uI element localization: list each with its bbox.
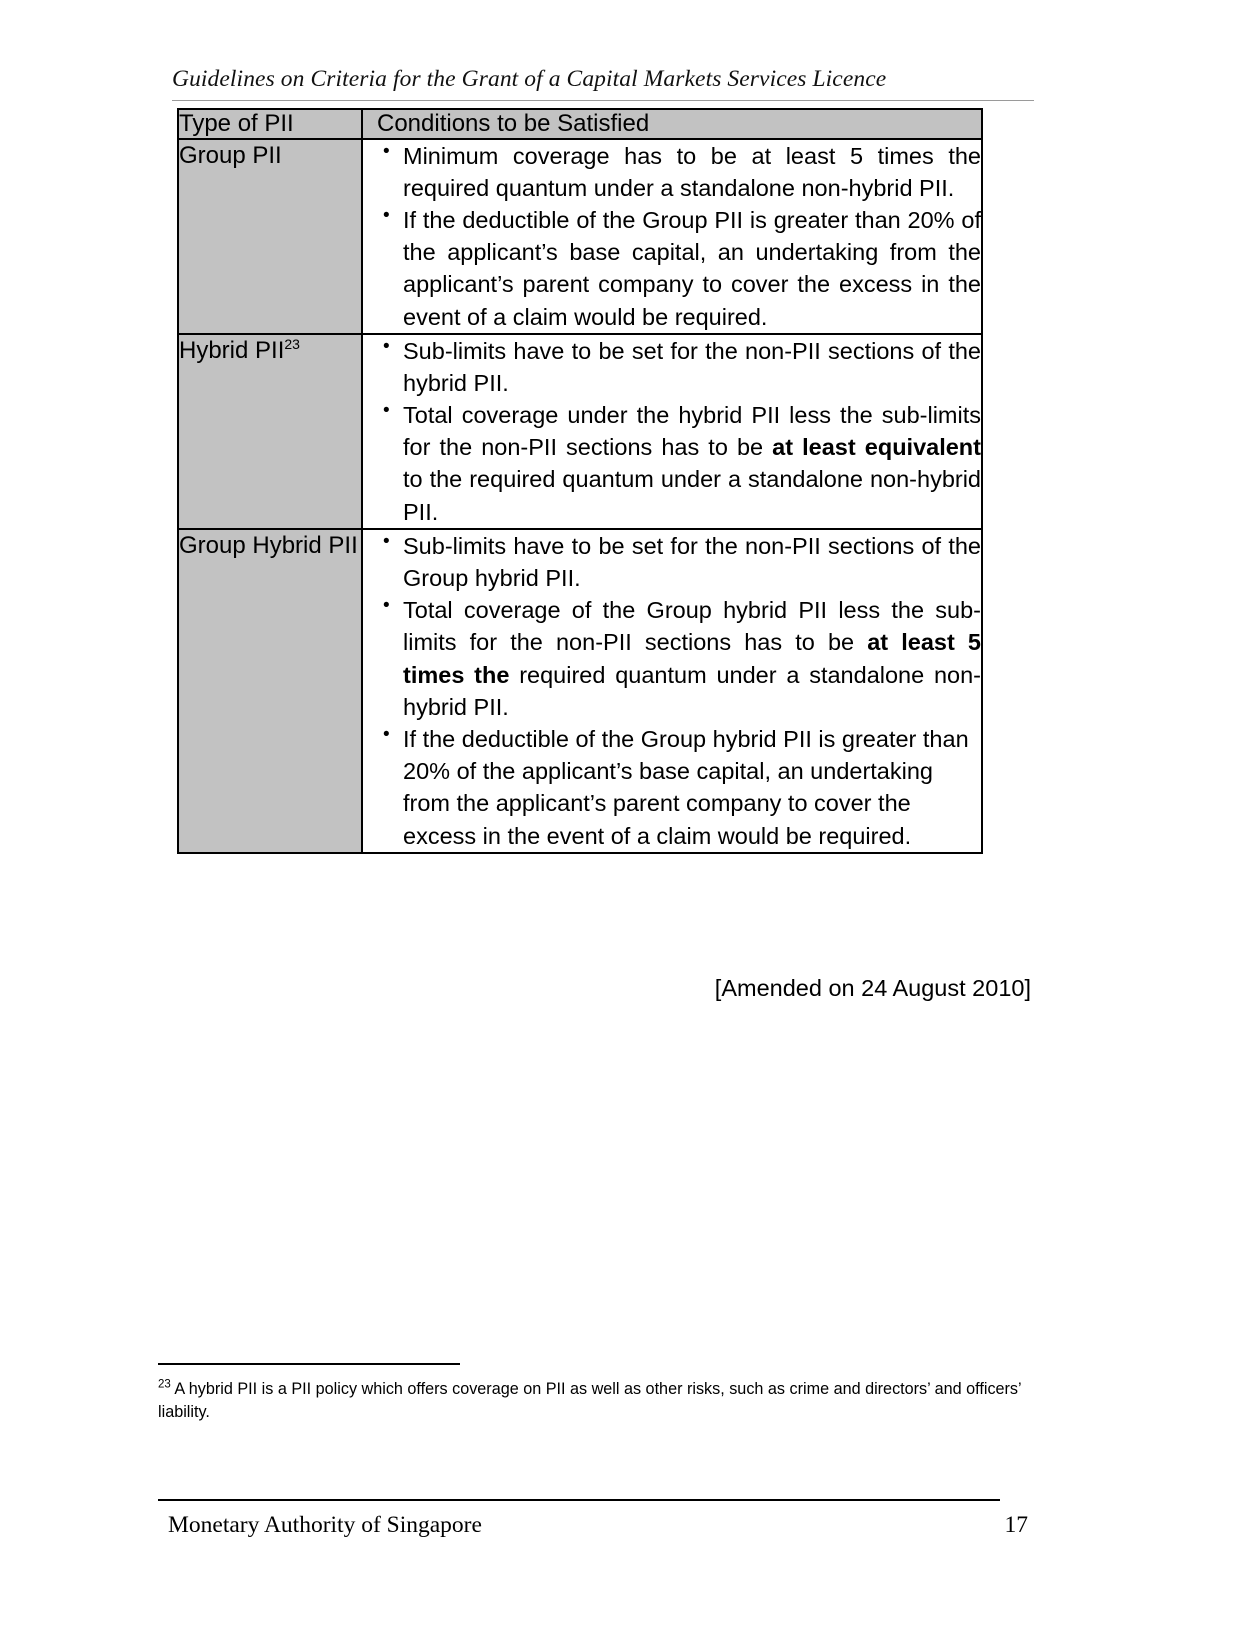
header-rule: [172, 100, 1034, 101]
footnote-number: 23: [158, 1378, 171, 1391]
footer-page-number: 17: [1004, 1512, 1028, 1538]
body-text: If the deductible of the Group PII is greater than 20% of the applicant’s base capital, an undertaking from the applicant’s parent company to cover the excess in the event of a claim would be required.: [403, 206, 981, 330]
condition-bullet: [381, 723, 981, 852]
table-row: [178, 139, 982, 334]
body-text: to the required quantum under a standalone non-hybrid PII.: [403, 466, 981, 525]
table-row: [178, 334, 982, 529]
body-text: Sub-limits have to be set for the non-PII sections of the hybrid PII.: [403, 337, 981, 396]
cell-conditions: [362, 529, 982, 853]
table-header-row: [178, 109, 982, 139]
footer-organization: Monetary Authority of Singapore: [168, 1512, 482, 1538]
cell-conditions: [362, 334, 982, 529]
condition-bullet: [381, 140, 981, 204]
emphasis-text: at least 5 times the: [403, 629, 981, 688]
table-row: [178, 529, 982, 853]
conditions-list: [363, 335, 981, 528]
pii-conditions-table: [177, 108, 983, 854]
page-footer: [168, 1512, 1028, 1539]
conditions-list: [363, 530, 981, 852]
condition-bullet: [381, 530, 981, 594]
body-text: Total coverage under the hybrid PII less the sub-limits for the non-PII sections has to be: [403, 402, 981, 461]
cell-pii-type: Hybrid PII$^{23}$: [178, 334, 362, 529]
column-header-type-of-pii: Type of PII: [178, 109, 362, 139]
cell-pii-type: Group Hybrid PII: [178, 529, 362, 853]
footer-separator-rule: [158, 1499, 1000, 1501]
running-head: Guidelines on Criteria for the Grant of a Capital Markets Services Licence: [172, 66, 887, 92]
body-text: If the deductible of the Group hybrid PII is greater than 20% of the applicant’s base capital, an undertaking from the applicant’s parent company to cover the excess in the event of a claim would be required.: [403, 725, 969, 849]
condition-bullet: [381, 399, 981, 528]
footnote-marker: 23: [284, 335, 300, 352]
body-text: required quantum under a standalone non-hybrid PII.: [403, 661, 982, 720]
condition-bullet: [381, 204, 981, 333]
body-text: Sub-limits have to be set for the non-PII sections of the Group hybrid PII.: [403, 532, 981, 592]
footnote-23: [158, 1378, 1048, 1424]
conditions-list: [363, 140, 981, 333]
cell-pii-type: Group PII: [178, 139, 362, 334]
body-text: Minimum coverage has to be at least 5 times the required quantum under a standalone non-hybrid PII.: [403, 142, 981, 201]
condition-bullet: [381, 594, 981, 723]
body-text: Total coverage of the Group hybrid PII less the sub-limits for the non-PII sections has to be: [403, 597, 981, 656]
column-header-conditions: Conditions to be Satisfied: [362, 109, 982, 139]
footnote-text: A hybrid PII is a PII policy which offers coverage on PII as well as other risks, such as crime and directors’ and officers’ liability.: [158, 1380, 1022, 1421]
amended-note: [Amended on 24 August 2010]: [714, 975, 1031, 1001]
footnote-separator-rule: [158, 1363, 460, 1365]
condition-bullet: [381, 335, 981, 399]
cell-conditions: [362, 139, 982, 334]
table-body: [178, 139, 982, 853]
emphasis-text: at least equivalent: [772, 434, 981, 461]
